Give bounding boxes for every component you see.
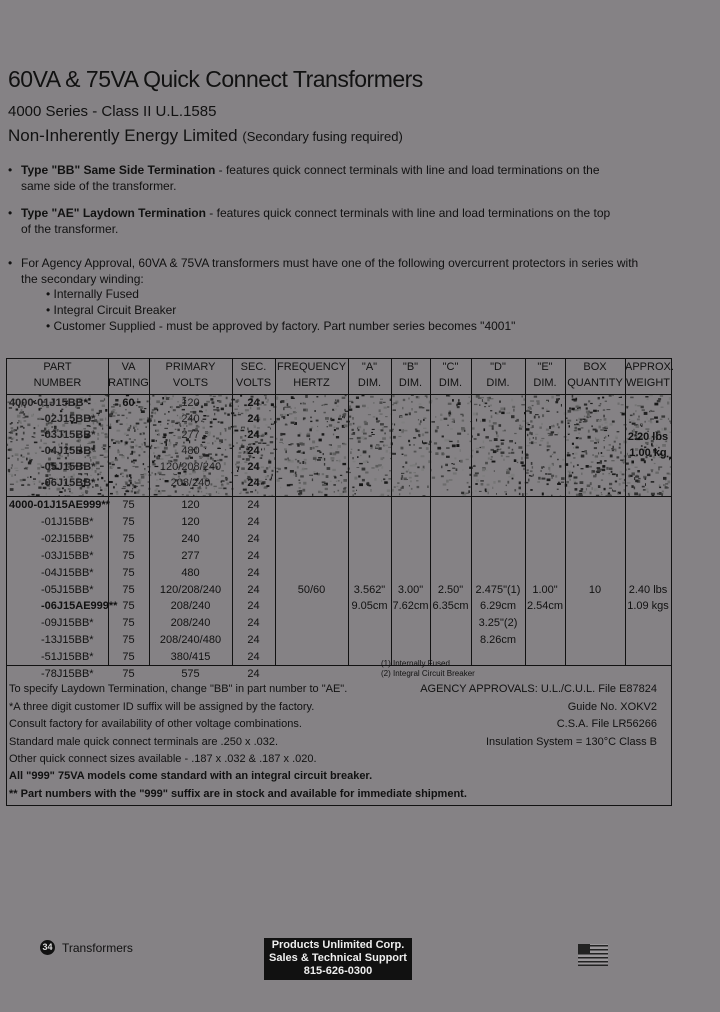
dim-inch-2: 2.50": [437, 583, 464, 596]
column-header-9: "E": [537, 361, 553, 373]
table-row-va: 75: [122, 583, 135, 596]
table-row-primary: 208/240: [170, 617, 211, 630]
bullet-bb: [8, 162, 668, 194]
table-row-primary: 240: [181, 532, 200, 545]
column-divider: [625, 359, 626, 665]
table-row-va: 75: [122, 617, 135, 630]
energy-label: Non-Inherently Energy Limited: [8, 126, 238, 145]
spec-table: [6, 358, 672, 806]
protector-item: • Internally Fused: [46, 287, 139, 301]
column-header-4: FREQUENCY: [276, 361, 347, 373]
table-row-sec: 24: [247, 532, 260, 545]
table-row-part-number: -04J15BB*: [41, 566, 94, 579]
dim-inch-0: 3.562": [353, 583, 386, 596]
degraded-60va-rows: [7, 394, 671, 496]
agency-line: Insulation System = 130°C Class B: [485, 735, 657, 748]
dim-cm-1: 7.62cm: [392, 600, 429, 613]
bullet-ae-cont: of the transformer.: [21, 222, 119, 236]
column-header-6-line2: DIM.: [398, 377, 423, 389]
agency-line: C.S.A. File LR56266: [556, 718, 657, 730]
table-row-part-number: -02J15BB*: [41, 532, 94, 545]
support-label: Sales & Technical Support: [269, 952, 407, 964]
column-header-11-line2: WEIGHT: [626, 377, 670, 389]
weight-60va-lbs: 2.20 lbs: [627, 431, 669, 443]
note-integral-breaker: (2) Integral Circuit Breaker: [381, 669, 475, 678]
column-divider: [348, 359, 349, 665]
contact-box: [264, 938, 412, 980]
frequency-value: 50/60: [297, 583, 326, 596]
table-row-sec: 24: [247, 668, 260, 680]
energy-note: (Secondary fusing required): [242, 129, 403, 144]
table-row-primary: 480: [181, 566, 200, 579]
footnote-line: Consult factory for availability of other voltage combinations.: [9, 718, 302, 730]
column-header-1-line2: RATING: [108, 377, 149, 389]
table-row-60va-sec: 24: [247, 429, 260, 441]
table-row-part-number: -51J15BB*: [41, 651, 94, 664]
agency-line: AGENCY APPROVALS: U.L./C.U.L. File E87824: [420, 683, 657, 695]
table-row-60va-sec: 24: [247, 397, 260, 409]
table-row-primary: 575: [181, 668, 200, 680]
table-row-60va-primary: 240: [181, 413, 200, 425]
usa-flag-icon: [578, 944, 608, 966]
table-row-part-number: -13J15BB*: [41, 634, 94, 647]
table-row-sec: 24: [247, 600, 260, 613]
table-row-sec: 24: [247, 566, 260, 579]
table-row-60va-sec: 24: [247, 461, 260, 473]
table-row-sec: 24: [247, 617, 260, 630]
bullet-ae: [8, 205, 668, 237]
agency-line: Guide No. XOKV2: [567, 700, 657, 713]
column-header-2-line2: VOLTS: [172, 377, 209, 389]
column-header-2: PRIMARY: [165, 361, 216, 373]
column-divider: [525, 359, 526, 665]
table-row-primary: 208/240/480: [159, 634, 222, 647]
table-row-60va-sec: 24: [247, 413, 260, 425]
series-subtitle: 4000 Series - Class II U.L.1585: [8, 103, 217, 120]
table-row-part-number: -09J15BB*: [41, 617, 94, 630]
table-row-primary: 120: [181, 515, 200, 528]
column-header-1: VA: [121, 361, 136, 373]
dim-d-alt-inch: 3.25"(2): [478, 617, 518, 630]
column-header-5-line2: DIM.: [357, 377, 382, 389]
table-row-va: 75: [122, 499, 135, 511]
table-row-va: 75: [122, 549, 135, 562]
protector-item: • Customer Supplied - must be approved by factory. Part number series becomes "4001": [46, 319, 516, 333]
bullet-ae-text: - features quick connect terminals with line and load terminations on the top: [205, 206, 611, 220]
column-header-8-line2: DIM.: [486, 377, 510, 389]
table-row-primary: 120: [181, 499, 200, 511]
bullet-bb-title: Type "BB" Same Side Termination: [21, 163, 216, 177]
table-row-part-number: -03J15BB*: [41, 549, 94, 562]
column-header-0: PART: [43, 361, 72, 373]
column-header-10-line2: QUANTITY: [567, 377, 623, 389]
dim-d-alt-cm: 8.26cm: [479, 634, 517, 647]
page-title: 60VA & 75VA Quick Connect Transformers: [8, 66, 423, 92]
section-label: Transformers: [62, 941, 133, 955]
footnote-line: Standard male quick connect terminals are .250 x .032.: [9, 735, 279, 748]
table-row-primary: 380/415: [170, 651, 211, 664]
column-header-5: "A": [361, 361, 378, 373]
column-divider: [430, 359, 431, 665]
table-row-part-number: -05J15BB*: [41, 583, 94, 596]
column-header-0-line2: NUMBER: [33, 377, 82, 389]
bullet-bb-cont: same side of the transformer.: [21, 179, 177, 193]
table-row-60va-part: -03J15BB*: [41, 429, 96, 441]
column-header-11: APPROX.: [625, 361, 674, 373]
column-divider: [275, 359, 276, 665]
weight-75va-lbs: 2.40 lbs: [628, 583, 668, 596]
bullet-dot-icon: •: [8, 163, 13, 177]
table-row-60va-sec: 24: [247, 445, 260, 457]
table-row-60va-part: -05J15BB*: [41, 461, 96, 473]
table-row-60va-part: -04J15BB*: [41, 445, 96, 457]
bullet-dot-icon: •: [8, 256, 13, 270]
note-internally-fused: (1) Internally Fused: [381, 659, 450, 668]
table-row-primary: 120/208/240: [159, 583, 222, 596]
table-row-sec: 24: [247, 583, 260, 596]
table-row-primary: 208/240: [170, 600, 211, 613]
company-name: Products Unlimited Corp.: [271, 939, 405, 951]
column-header-3: SEC.: [240, 361, 267, 373]
table-row-va: 75: [122, 532, 135, 545]
weight-60va-kg: 1.00 kg: [629, 447, 667, 459]
column-header-9-line2: DIM.: [533, 377, 557, 389]
table-row-part-number: 4000-01J15AE999**: [9, 499, 110, 511]
dim-inch-4: 1.00": [532, 583, 558, 596]
table-row-sec: 24: [247, 634, 260, 647]
table-row-60va-part: 4000-01J15BB*: [9, 397, 88, 409]
table-row-va: 75: [122, 651, 135, 664]
footnote-divider: [7, 665, 671, 666]
dim-inch-1: 3.00": [397, 583, 424, 596]
table-row-60va-part: -06J15BB*: [41, 477, 96, 489]
table-row-60va-rating: 60: [122, 397, 135, 409]
column-header-8: "D": [490, 361, 506, 373]
column-header-3-line2: VOLTS: [235, 377, 272, 389]
table-row-60va-primary: 120: [181, 397, 200, 409]
footnote-bold-line: All "999" 75VA models come standard with an integral circuit breaker.: [9, 770, 373, 782]
column-header-6: "B": [402, 361, 419, 373]
table-row-va: 75: [122, 566, 135, 579]
dim-cm-0: 9.05cm: [351, 600, 388, 613]
table-row-va: 75: [122, 600, 135, 613]
footnote-line: Other quick connect sizes available - .187 x .032 & .187 x .020.: [9, 753, 317, 765]
dim-inch-3: 2.475"(1): [475, 583, 521, 596]
bullet-dot-icon: •: [8, 206, 13, 220]
table-row-primary: 277: [181, 549, 200, 562]
table-row-sec: 24: [247, 499, 260, 511]
table-row-part-number: -01J15BB*: [41, 515, 94, 528]
table-row-sec: 24: [247, 651, 260, 664]
dim-cm-3: 6.29cm: [479, 600, 517, 613]
bullet-bb-text: - features quick connect terminals with line and load terminations on the: [215, 163, 600, 177]
table-row-60va-primary: 277: [181, 429, 200, 441]
protector-item: • Integral Circuit Breaker: [46, 303, 177, 317]
column-divider: [565, 359, 566, 665]
table-row-va: 75: [122, 668, 135, 680]
table-row-60va-sec: 24: [247, 477, 260, 489]
phone-number: 815-626-0300: [303, 965, 373, 977]
page-number: 34: [40, 940, 55, 955]
column-header-10: BOX: [583, 361, 607, 373]
column-header-7-line2: DIM.: [438, 377, 463, 389]
column-header-4-line2: HERTZ: [293, 377, 330, 389]
table-row-60va-primary: 208/240: [170, 477, 211, 489]
dim-cm-4: 2.54cm: [526, 600, 564, 613]
table-row-sec: 24: [247, 549, 260, 562]
bullet-agency-cont: the secondary winding:: [21, 272, 144, 286]
table-row-va: 75: [122, 515, 135, 528]
bullet-agency: [8, 255, 668, 287]
table-row-60va-part: -02J15BB*: [41, 413, 96, 425]
table-row-part-number: -06J15AE999**: [41, 600, 118, 613]
dim-cm-2: 6.35cm: [432, 600, 469, 613]
footnote-line: To specify Laydown Termination, change "BB" in part number to "AE".: [9, 683, 348, 695]
table-row-va: 75: [122, 634, 135, 647]
bullet-agency-text: For Agency Approval, 60VA & 75VA transformers must have one of the following overcurrent protectors in series with: [21, 256, 639, 270]
weight-75va-kg: 1.09 kgs: [627, 600, 669, 613]
footnote-line: *A three digit customer ID suffix will be assigned by the factory.: [9, 700, 315, 713]
table-row-part-number: -78J15BB*: [41, 668, 94, 680]
box-quantity: 10: [588, 583, 602, 596]
column-divider: [391, 359, 392, 665]
table-row-60va-primary: 120/208/240: [159, 461, 222, 473]
energy-class: [8, 126, 403, 146]
table-row-60va-primary: 480: [181, 445, 200, 457]
column-header-7: "C": [442, 361, 459, 373]
footnote-bold-line: ** Part numbers with the "999" suffix are in stock and available for immediate shipment.: [9, 787, 467, 800]
bullet-ae-title: Type "AE" Laydown Termination: [21, 206, 206, 220]
table-row-sec: 24: [247, 515, 260, 528]
header-divider: [7, 394, 671, 395]
